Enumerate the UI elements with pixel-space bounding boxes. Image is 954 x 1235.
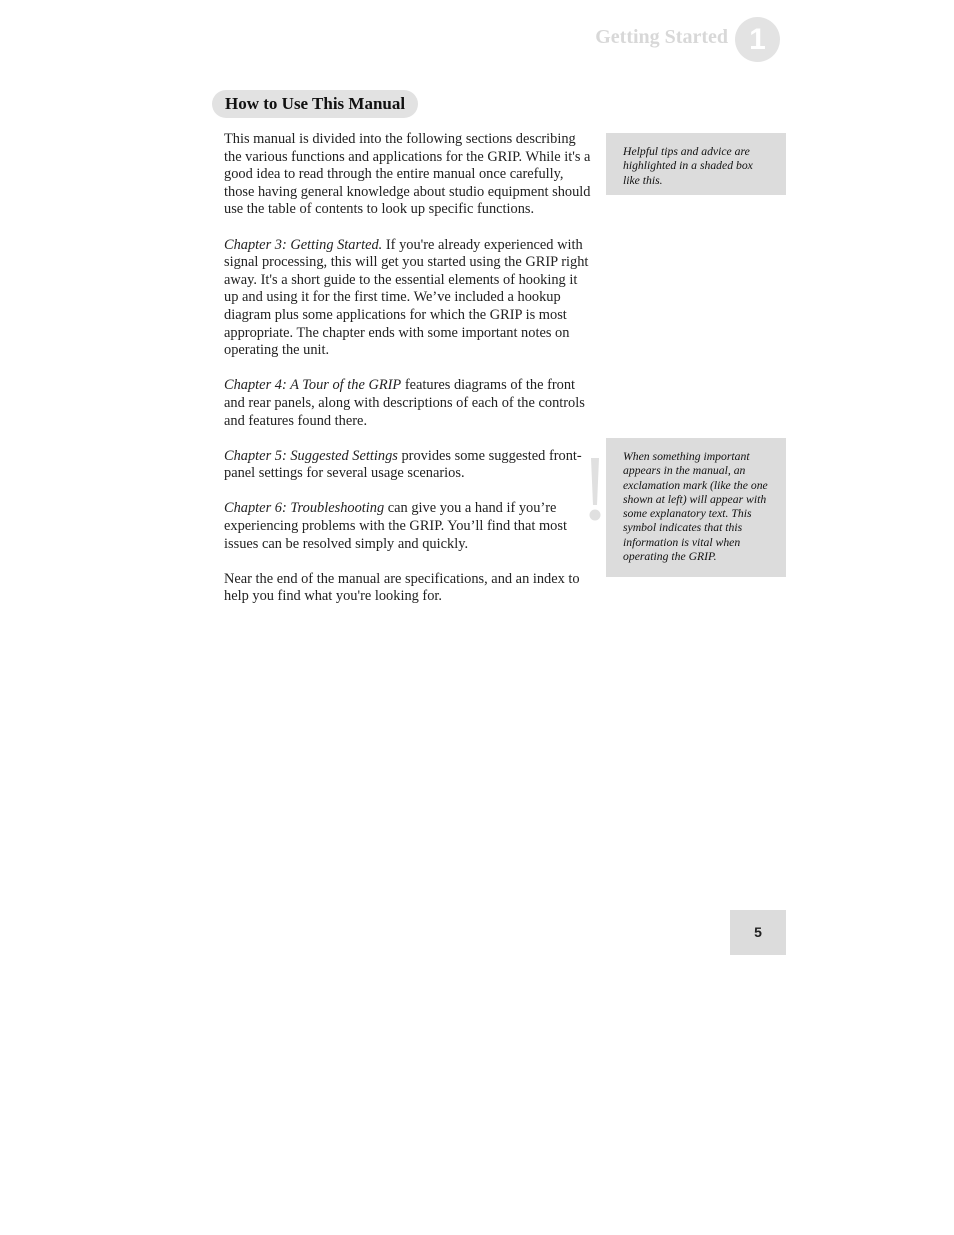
chapter-3-title: Chapter 3: Getting Started. xyxy=(224,236,383,253)
body-text xyxy=(224,131,592,624)
chapter-title: Getting Started xyxy=(595,26,728,48)
chapter-6-title: Chapter 6: Troubleshooting xyxy=(224,500,385,517)
chapter-4-paragraph xyxy=(224,377,592,430)
chapter-3-paragraph xyxy=(224,237,592,360)
section-title: How to Use This Manual xyxy=(212,90,418,118)
chapter-6-paragraph xyxy=(224,500,592,553)
chapter-6-text: can give you a hand if you’re experiencing problems with the GRIP. You’ll find that most issues can be resolved simply and quickly. xyxy=(224,500,567,552)
chapter-5-text: provides some suggested front-panel settings for several usage scenarios. xyxy=(224,447,582,482)
chapter-3-text: If you're already experienced with signal processing, this will get you started using the GRIP right away. It's a short guide to the essential elements of hooking it up and using it for the first time. We’ve included a hookup diagram plus some applications for which the GRIP is most appropriate. The chapter ends with some important notes on operating the unit. xyxy=(224,236,589,359)
page-number: 5 xyxy=(730,910,786,955)
chapter-4-title: Chapter 4: A Tour of the GRIP xyxy=(224,377,402,394)
chapter-5-title: Chapter 5: Suggested Settings xyxy=(224,447,398,464)
important-note-box: When something important appears in the manual, an exclamation mark (like the one shown at left) will appear with some explanatory text. This symbol indicates that this information is vital when operating the GRIP. xyxy=(606,438,786,577)
chapter-number-badge: 1 xyxy=(735,17,780,62)
exclamation-icon xyxy=(585,455,605,525)
chapter-5-paragraph xyxy=(224,448,592,483)
tip-box: Helpful tips and advice are highlighted in a shaded box like this. xyxy=(606,133,786,195)
closing-paragraph: Near the end of the manual are specifications, and an index to help you find what you're looking for. xyxy=(224,570,580,605)
chapter-4-text: features diagrams of the front and rear panels, along with descriptions of each of the controls and features found there. xyxy=(224,377,585,429)
intro-paragraph: This manual is divided into the following sections describing the various functions and applications for the GRIP. While it's a good idea to read through the entire manual once carefully, those having general knowledge about studio equipment should use the table of contents to look up specific functions. xyxy=(224,131,591,218)
